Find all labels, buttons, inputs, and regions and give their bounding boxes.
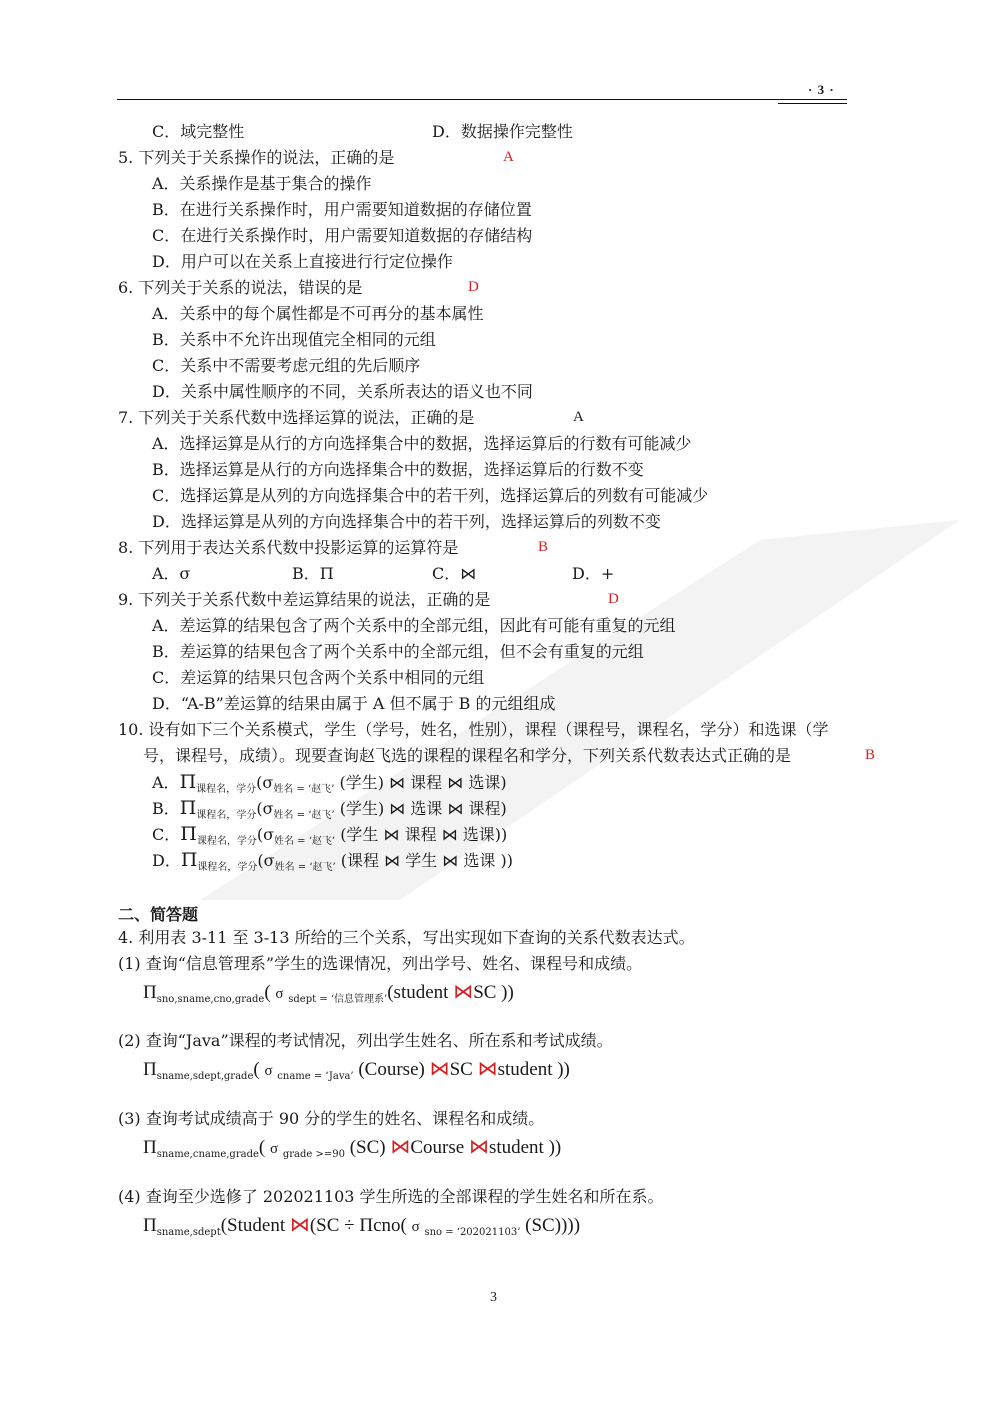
question-stem-cont: 号，课程号，成绩）。现要查询赵飞选的课程的课程名和学分，下列关系代数表达式正确的是	[143, 746, 792, 765]
option: C．差运算的结果只包含两个关系中相同的元组	[152, 668, 485, 687]
formula-1: $\Pi_{sno,sname,cno,grade}$( σ $_{sdept = ‘信息管理系’}$(student ⋈SC ))	[143, 981, 514, 1005]
header-rule	[117, 99, 847, 100]
answer-mark: B	[538, 539, 549, 555]
q10-option-b: B．$\Pi_{课程名,学分}(\sigma_{姓名 = ‘赵飞’}$ (学生) ⋈ 选课 ⋈ 课程)	[152, 797, 507, 821]
option: C．在进行关系操作时，用户需要知道数据的存储结构	[152, 226, 533, 245]
answer-mark: D	[608, 591, 619, 607]
option: A．差运算的结果包含了两个关系中的全部元组，因此有可能有重复的元组	[152, 616, 676, 635]
header-rule-short	[778, 103, 847, 104]
q4-option-c: C．域完整性	[152, 122, 245, 141]
section-title: 二、简答题	[118, 905, 199, 924]
option: B．差运算的结果包含了两个关系中的全部元组，但不会有重复的元组	[152, 642, 644, 661]
q10-option-a: A．$\Pi_{课程名,学分}(\sigma_{姓名 = ‘赵飞’}$ (学生) ⋈ 课程 ⋈ 选课)	[152, 771, 507, 795]
q10-option-c: C．$\Pi_{课程名,学分}(\sigma_{姓名 = ‘赵飞’}$ (学生 ⋈ 课程 ⋈ 选课))	[152, 823, 508, 847]
sub-question: (3) 查询考试成绩高于 90 分的学生的姓名、课程名和成绩。	[118, 1109, 545, 1128]
option: D．关系中属性顺序的不同，关系所表达的语义也不同	[152, 382, 533, 401]
answer-mark: D	[468, 279, 479, 295]
section-intro: 4. 利用表 3-11 至 3-13 所给的三个关系，写出实现如下查询的关系代数表达式。	[118, 928, 695, 947]
sub-question: (4) 查询至少选修了 202021103 学生所选的全部课程的学生姓名和所在系。	[118, 1187, 664, 1206]
formula-3: $\Pi_{sname,cname,grade}$( σ $_{grade >=90}$ (SC) ⋈Course ⋈student ))	[143, 1136, 562, 1160]
formula-4: $\Pi_{sname,sdept}(Student$ ⋈(SC ÷ Πcno( σ $_{sno = ‘202021103’}$ (SC))))	[143, 1214, 581, 1238]
answer-mark: B	[865, 747, 876, 763]
option: A．选择运算是从行的方向选择集合中的数据，选择运算后的行数有可能减少	[152, 434, 692, 453]
option: A．关系操作是基于集合的操作	[152, 174, 372, 193]
header-page-marker: · 3 ·	[808, 82, 835, 97]
question-stem: 10. 设有如下三个关系模式，学生（学号，姓名，性别），课程（课程号，课程名，学分）和选课（学	[118, 720, 829, 739]
option: D．“A-B”差运算的结果由属于 A 但不属于 B 的元组组成	[152, 694, 556, 713]
question-stem: 5. 下列关于关系操作的说法，正确的是	[118, 148, 395, 167]
option: B．在进行关系操作时，用户需要知道数据的存储位置	[152, 200, 532, 219]
q4-option-d: D．数据操作完整性	[432, 122, 573, 141]
option: C．选择运算是从列的方向选择集合中的若干列，选择运算后的列数有可能减少	[152, 486, 709, 505]
option: B．选择运算是从行的方向选择集合中的数据，选择运算后的行数不变	[152, 460, 644, 479]
formula-2: $\Pi_{sname,sdept,grade}$( σ $_{cname = ‘Java’}$ (Course) ⋈SC ⋈student ))	[143, 1058, 570, 1082]
option: D．选择运算是从列的方向选择集合中的若干列，选择运算后的列数不变	[152, 512, 661, 531]
page-number: 3	[490, 1290, 497, 1305]
option: D．用户可以在关系上直接进行行定位操作	[152, 252, 453, 271]
option: B．Π	[292, 564, 334, 583]
answer-mark: A	[503, 149, 514, 165]
option: B．关系中不允许出现值完全相同的元组	[152, 330, 436, 349]
option: C．⋈	[432, 564, 477, 583]
sub-question: (1) 查询“信息管理系”学生的选课情况，列出学号、姓名、课程号和成绩。	[118, 954, 643, 973]
question-stem: 6. 下列关于关系的说法，错误的是	[118, 278, 363, 297]
answer-mark: A	[573, 409, 584, 425]
option: D．+	[572, 564, 615, 583]
question-stem: 9. 下列关于关系代数中差运算结果的说法，正确的是	[118, 590, 491, 609]
option: A．关系中的每个属性都是不可再分的基本属性	[152, 304, 484, 323]
question-stem: 7. 下列关于关系代数中选择运算的说法，正确的是	[118, 408, 475, 427]
question-stem: 8. 下列用于表达关系代数中投影运算的运算符是	[118, 538, 459, 557]
option: A．σ	[152, 564, 191, 583]
sub-question: (2) 查询“Java”课程的考试情况，列出学生姓名、所在系和考试成绩。	[118, 1031, 613, 1050]
option: C．关系中不需要考虑元组的先后顺序	[152, 356, 421, 375]
q10-option-d: D．$\Pi_{课程名,学分}(\sigma_{姓名 = ‘赵飞’}$ (课程 ⋈ 学生 ⋈ 选课 ))	[152, 849, 513, 873]
